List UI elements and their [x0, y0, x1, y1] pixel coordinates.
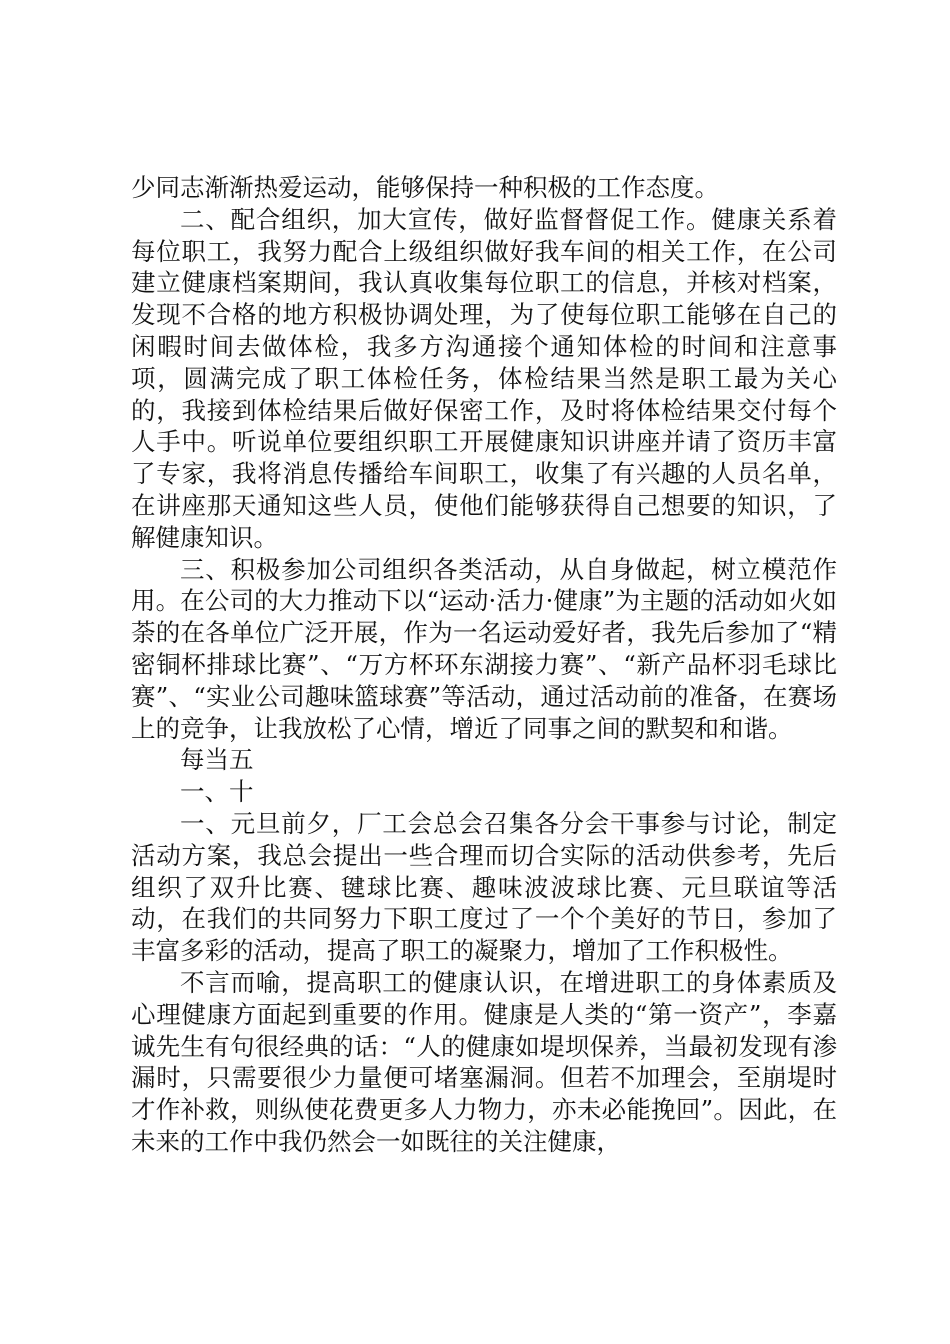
paragraph-6: 一、元旦前夕，厂工会总会召集各分会干事参与讨论，制定活动方案，我总会提出一些合理而切合实际的活动供参考，先后组织了双升比赛、毽球比赛、趣味波波球比赛、元旦联谊等活动，在我们的共同努力下职工度过了一个个美好的节日，参加了丰富多彩的活动，提高了职工的凝聚力，增加了工作积极性。	[131, 808, 837, 966]
paragraph-2: 二、配合组织，加大宣传，做好监督督促工作。健康关系着每位职工，我努力配合上级组织做好我车间的相关工作，在公司建立健康档案期间，我认真收集每位职工的信息，并核对档案，发现不合格的地方积极协调处理，为了使每位职工能够在自己的闲暇时间去做体检，我多方沟通接个通知体检的时间和注意事项，圆满完成了职工体检任务，体检结果当然是职工最为关心的，我接到体检结果后做好保密工作，及时将体检结果交付每个人手中。听说单位要组织职工开展健康知识讲座并请了资历丰富了专家，我将消息传播给车间职工，收集了有兴趣的人员名单，在讲座那天通知这些人员，使他们能够获得自己想要的知识，了解健康知识。	[131, 204, 837, 552]
paragraph-4: 每当五	[180, 745, 254, 775]
paragraph-3: 三、积极参加公司组织各类活动，从自身做起，树立模范作用。在公司的大力推动下以“运动·活力·健康”为主题的活动如火如荼的在各单位广泛开展，作为一名运动爱好者，我先后参加了“精密铜杯排球比赛”、“万方杯环东湖接力赛”、“新产品杯羽毛球比赛”、“实业公司趣味篮球赛”等活动，通过活动前的准备，在赛场上的竞争，让我放松了心情，增近了同事之间的默契和和谐。	[131, 554, 837, 743]
paragraph-5: 一、十	[180, 777, 254, 807]
document-body	[131, 172, 837, 1158]
paragraph-7: 不言而喻，提高职工的健康认识，在增进职工的身体素质及心理健康方面起到重要的作用。健康是人类的“第一资产”，李嘉诚先生有句很经典的话：“人的健康如堤坝保养，当最初发现有渗漏时，只需要很少力量便可堵塞漏洞。但若不加理会，至崩堤时才作补救，则纵使花费更多人力物力，亦未必能挽回”。因此，在未来的工作中我仍然会一如既往的关注健康，	[131, 967, 837, 1156]
paragraph-1: 少同志渐渐热爱运动，能够保持一种积极的工作态度。	[131, 173, 719, 202]
